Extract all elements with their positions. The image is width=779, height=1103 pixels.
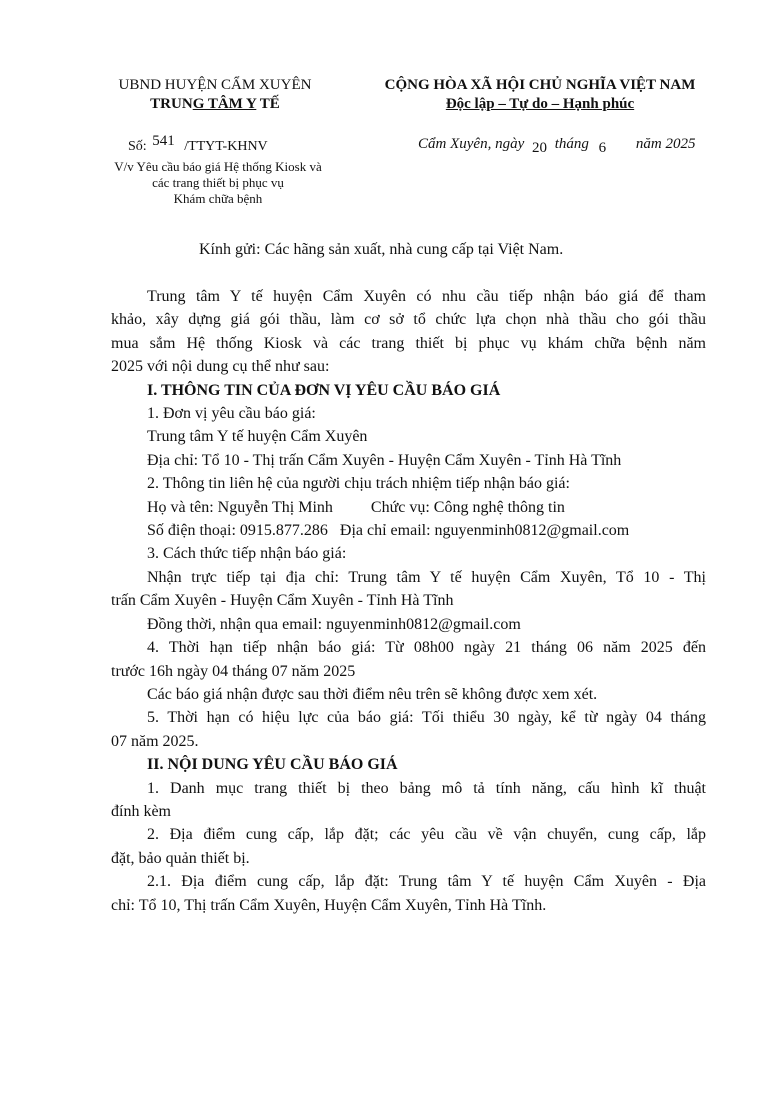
list-item: 2. Địa điểm cung cấp, lắp đặt; các yêu cầu về vận chuyển, cung cấp, lắp [147, 826, 706, 844]
intro-line: 2025 với nội dung cụ thể như sau: [111, 358, 330, 376]
addressee: Kính gửi: Các hãng sản xuất, nhà cung cấp tại Việt Nam. [199, 241, 564, 258]
document-date: Cẩm Xuyên, ngày 20 tháng 6 năm 2025 [418, 136, 696, 156]
country-name: CỘNG HÒA XÃ HỘI CHỦ NGHĨA VIỆT NAM [384, 77, 696, 93]
receive-email: Đồng thời, nhận qua email: nguyenminh0812@gmail.com [147, 615, 521, 633]
date-month: 6 [598, 140, 607, 156]
handwritten-number: 541 [152, 133, 175, 149]
contact-email: Địa chỉ email: nguyenminh0812@gmail.com [339, 522, 630, 540]
contact-phone: Số điện thoại: 0915.877.286 [147, 522, 328, 540]
date-day: 20 [531, 140, 547, 156]
validity-cont: 07 năm 2025. [111, 732, 199, 750]
list-item: 3. Cách thức tiếp nhận báo giá: [147, 545, 347, 563]
receive-direct: Nhận trực tiếp tại địa chỉ: Trung tâm Y tế huyện Cẩm Xuyên, Tổ 10 - Thị [147, 568, 706, 586]
parent-authority: UBND HUYỆN CẨM XUYÊN [118, 77, 312, 93]
issuing-organization: TRUNG TÂM Y TẾ [150, 96, 280, 112]
list-item: 2.1. Địa điểm cung cấp, lắp đặt: Trung tâm Y tế huyện Cẩm Xuyên - Địa [147, 873, 706, 891]
validity: 5. Thời hạn có hiệu lực của báo giá: Tối thiểu 30 ngày, kể từ ngày 04 tháng [147, 709, 706, 727]
intro-line: mua sắm Hệ thống Kiosk và các trang thiết bị phục vụ khám chữa bệnh năm [111, 334, 706, 352]
contact-position: Chức vụ: Công nghệ thông tin [370, 498, 565, 516]
late-notice: Các báo giá nhận được sau thời điểm nêu trên sẽ không được xem xét. [147, 685, 598, 703]
list-item-cont: đặt, bảo quản thiết bị. [111, 849, 250, 867]
list-item-cont: đính kèm [111, 802, 171, 820]
document-number: Số: 541 /TTYT-KHNV [128, 133, 268, 154]
list-item: 2. Thông tin liên hệ của người chịu trách nhiệm tiếp nhận báo giá: [147, 475, 570, 493]
unit-name: Trung tâm Y tế huyện Cẩm Xuyên [147, 428, 368, 446]
deadline-cont: trước 16h ngày 04 tháng 07 năm 2025 [111, 662, 356, 680]
contact-name-row [111, 496, 706, 519]
section-1-title: I. THÔNG TIN CỦA ĐƠN VỊ YÊU CẦU BÁO GIÁ [147, 381, 501, 399]
list-item-cont: chỉ: Tổ 10, Thị trấn Cẩm Xuyên, Huyện Cẩm Xuyên, Tỉnh Hà Tĩnh. [111, 896, 547, 914]
national-motto [350, 76, 730, 114]
unit-address: Địa chỉ: Tổ 10 - Thị trấn Cẩm Xuyên - Huyện Cẩm Xuyên - Tỉnh Hà Tĩnh [147, 451, 622, 469]
deadline: 4. Thời hạn tiếp nhận báo giá: Từ 08h00 ngày 21 tháng 06 năm 2025 đến [147, 639, 706, 657]
document-subject: V/v Yêu cầu báo giá Hệ thống Kiosk và các trang thiết bị phục vụ Khám chữa bệnh [114, 159, 322, 206]
document-body [111, 285, 706, 917]
motto: Độc lập – Tự do – Hạnh phúc [445, 96, 635, 112]
intro-line: Trung tâm Y tế huyện Cẩm Xuyên có nhu cầu tiếp nhận báo giá để tham [147, 288, 706, 305]
list-item: 1. Đơn vị yêu cầu báo giá: [147, 405, 316, 423]
contact-phone-row [111, 519, 706, 542]
intro-line: khảo, xây dựng giá gói thầu, làm cơ sở tổ chức lựa chọn nhà thầu cho gói thầu [111, 311, 706, 329]
receive-direct-cont: trấn Cẩm Xuyên - Huyện Cẩm Xuyên - Tỉnh Hà Tĩnh [111, 592, 454, 610]
section-2-title: II. NỘI DUNG YÊU CẦU BÁO GIÁ [147, 756, 398, 774]
issuing-authority [90, 76, 340, 114]
list-item: 1. Danh mục trang thiết bị theo bảng mô tả tính năng, cấu hình kĩ thuật [147, 779, 706, 797]
contact-name: Họ và tên: Nguyễn Thị Minh [147, 498, 333, 516]
